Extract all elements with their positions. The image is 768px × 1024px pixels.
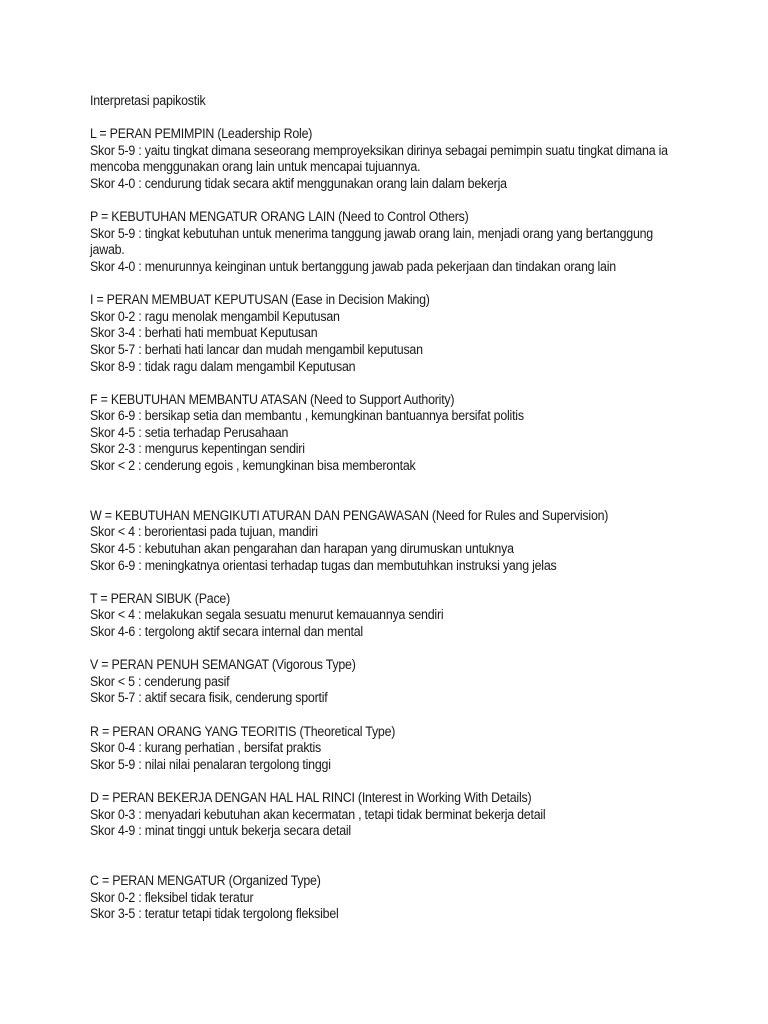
section-heading: P = KEBUTUHAN MENGATUR ORANG LAIN (Need to Control Others) — [90, 209, 469, 225]
section-heading: L = PERAN PEMIMPIN (Leadership Role) — [90, 126, 313, 142]
section-heading: T = PERAN SIBUK (Pace) — [90, 590, 231, 606]
score-line: Skor 3-5 : teratur tetapi tidak tergolong fleksibel — [90, 906, 339, 922]
score-line: Skor 6-9 : bersikap setia dan membantu , kemungkinan bantuannya bersifat politis — [90, 408, 524, 424]
section-heading: V = PERAN PENUH SEMANGAT (Vigorous Type) — [90, 657, 356, 673]
score-line: Skor < 4 : melakukan segala sesuatu menurut kemauannya sendiri — [90, 607, 444, 623]
score-line: Skor 4-6 : tergolong aktif secara internal dan mental — [90, 624, 363, 639]
score-line: Skor 6-9 : meningkatnya orientasi terhadap tugas dan membutuhkan instruksi yang jelas — [90, 557, 557, 573]
section-heading: D = PERAN BEKERJA DENGAN HAL HAL RINCI (Interest in Working With Details) — [90, 789, 532, 805]
section-heading: I = PERAN MEMBUAT KEPUTUSAN (Ease in Decision Making) — [90, 292, 430, 308]
score-line: Skor 5-9 : yaitu tingkat dimana seseorang memproyeksikan dirinya sebagai pemimpin suatu tingkat dimana ia mencoba menggunakan orang lain untuk mencapai tujuannya. — [90, 142, 672, 175]
score-line: Skor 0-2 : ragu menolak mengambil Keputusan — [90, 308, 340, 324]
section-heading: R = PERAN ORANG YANG TEORITIS (Theoretical Type) — [90, 723, 396, 739]
score-line: Skor 4-5 : setia terhadap Perusahaan — [90, 424, 289, 440]
score-line: Skor < 2 : cenderung egois , kemungkinan bisa memberontak — [90, 458, 416, 474]
section-f — [90, 392, 642, 475]
score-line: Skor 2-3 : mengurus kepentingan sendiri — [90, 441, 305, 457]
document-title: Interpretasi papikostik — [90, 93, 206, 108]
section-i — [90, 292, 642, 375]
score-line: Skor < 5 : cenderung pasif — [90, 673, 230, 689]
score-line: Skor 5-9 : tingkat kebutuhan untuk menerima tanggung jawab orang lain, menjadi orang yang bertanggung jawab. — [90, 225, 657, 258]
score-line: Skor 0-2 : fleksibel tidak teratur — [90, 889, 254, 905]
score-line: Skor 4-0 : menurunnya keinginan untuk bertanggung jawab pada pekerjaan dan tindakan orang lain — [90, 258, 616, 274]
section-l — [90, 126, 672, 192]
score-line: Skor 4-0 : cendurung tidak secara aktif menggunakan orang lain dalam bekerja — [90, 175, 507, 191]
document-body — [90, 93, 672, 939]
section-heading: W = KEBUTUHAN MENGIKUTI ATURAN DAN PENGAWASAN (Need for Rules and Supervision) — [90, 507, 609, 523]
score-line: Skor 4-9 : minat tinggi untuk bekerja secara detail — [90, 823, 351, 839]
section-p — [90, 209, 657, 275]
section-r — [90, 724, 642, 774]
section-c — [90, 873, 642, 923]
score-line: Skor 4-5 : kebutuhan akan pengarahan dan harapan yang dirumuskan untuknya — [90, 541, 514, 557]
score-line: Skor 5-7 : aktif secara fisik, cenderung sportif — [90, 690, 328, 706]
section-w — [90, 508, 642, 574]
section-t — [90, 591, 642, 641]
score-line: Skor 0-3 : menyadari kebutuhan akan kecermatan , tetapi tidak berminat bekerja detail — [90, 806, 546, 822]
section-v — [90, 657, 642, 707]
section-heading: C = PERAN MENGATUR (Organized Type) — [90, 872, 321, 888]
section-heading: F = KEBUTUHAN MEMBANTU ATASAN (Need to Support Authority) — [90, 391, 455, 407]
score-line: Skor < 4 : berorientasi pada tujuan, mandiri — [90, 524, 318, 540]
section-d — [90, 790, 642, 840]
score-line: Skor 5-9 : nilai nilai penalaran tergolong tinggi — [90, 756, 331, 772]
score-line: Skor 8-9 : tidak ragu dalam mengambil Keputusan — [90, 358, 356, 374]
score-line: Skor 5-7 : berhati hati lancar dan mudah mengambil keputusan — [90, 341, 423, 357]
score-line: Skor 3-4 : berhati hati membuat Keputusan — [90, 325, 318, 341]
score-line: Skor 0-4 : kurang perhatian , bersifat praktis — [90, 740, 322, 756]
